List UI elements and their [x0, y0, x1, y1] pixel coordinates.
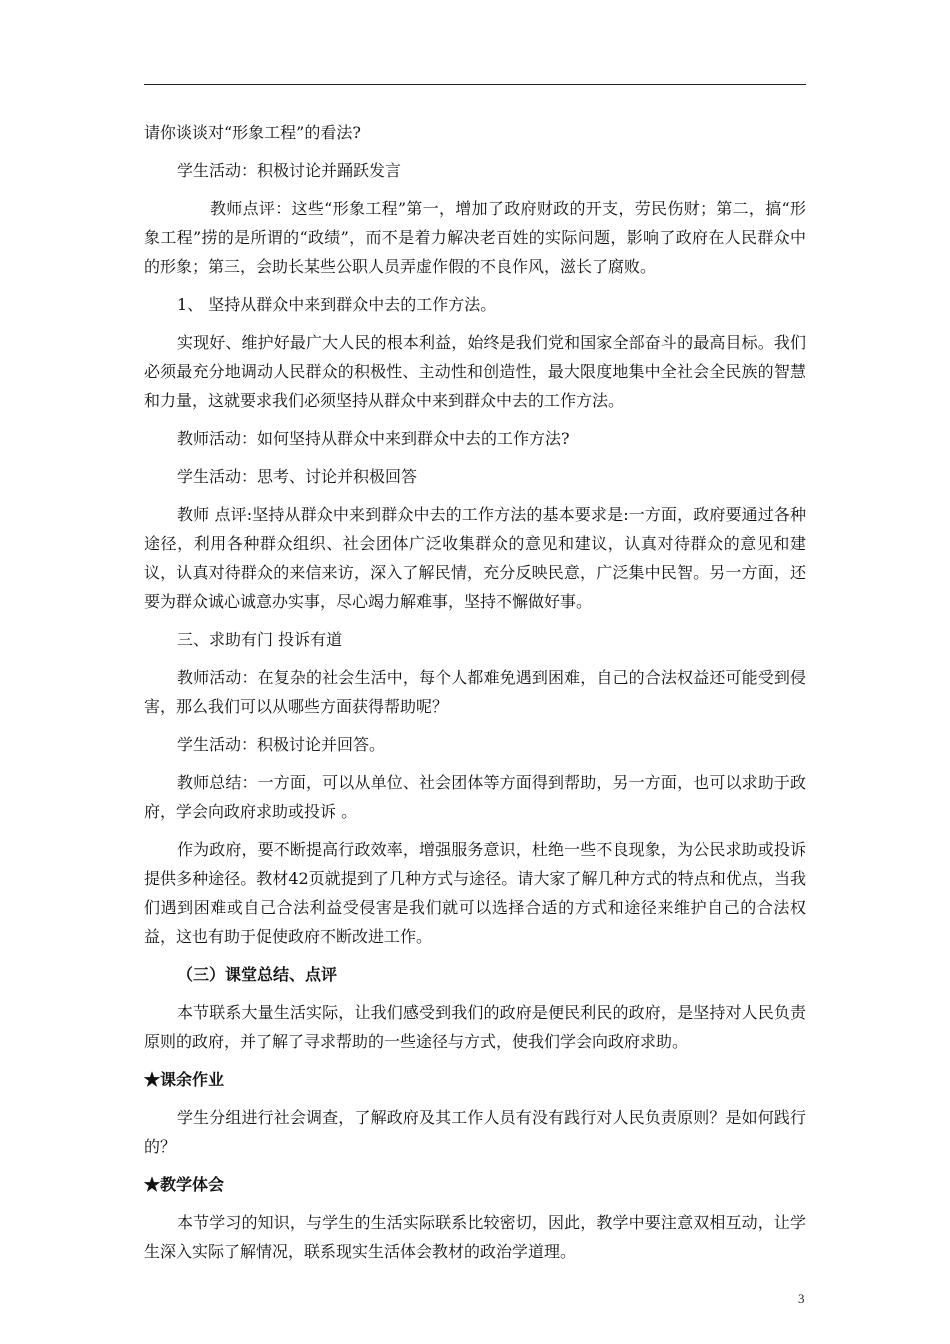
- header-rule: [144, 84, 806, 85]
- homework-paragraph: 学生分组进行社会调查，了解政府及其工作人员有没有践行对人民负责原则？是如何践行的？: [144, 1108, 806, 1156]
- teacher-comment-1: 教师点评：这些“形象工程”第一，增加了政府财政的开支，劳民伤财；第二，搞“形象工程”捞的是所谓的“政绩”，而不是着力解决老百姓的实际问题，影响了政府在人民群众中的形象；第三，会助长某些公职人员弄虚作假的不良作风，滋长了腐败。: [144, 199, 806, 276]
- student-activity-3: 学生活动：积极讨论并回答。: [177, 735, 386, 754]
- student-activity-2: 学生活动：思考、讨论并积极回答: [177, 467, 418, 486]
- student-activity-1: 学生活动：积极讨论并踊跃发言: [177, 161, 402, 180]
- body-paragraph-2: 作为政府，要不断提高行政效率，增强服务意识，杜绝一些不良现象，为公民求助或投诉提供多种途径。教材42页就提到了几种方式与途径。请大家了解几种方式的特点和优点，当我们遇到困难或自己合法利益受侵害是我们就可以选择合适的方式和途径来维护自己的合法权益，这也有助于促使政府不断改进工作。: [144, 840, 806, 946]
- summary-paragraph: 本节联系大量生活实际，让我们感受到我们的政府是便民利民的政府，是坚持对人民负责原则的政府，并了解了寻求帮助的一些途径与方式，使我们学会向政府求助。: [144, 1003, 806, 1051]
- teacher-comment-2: 教师 点评:坚持从群众中来到群众中去的工作方法的基本要求是:一方面，政府要通过各种途径，利用各种群众组织、社会团体广泛收集群众的意见和建议，认真对待群众的意见和建议，认真对待群众的来信来访，深入了解民情，充分反映民意，广泛集中民智。另一方面，还要为群众诚心诚意办实事，尽心竭力解难事，坚持不懈做好事。: [144, 505, 806, 611]
- section-heading-summary: （三）课堂总结、点评: [177, 965, 338, 984]
- reflection-heading: ★教学体会: [144, 1175, 225, 1194]
- question-paragraph: 请你谈谈对“形象工程”的看法?: [144, 123, 361, 142]
- teacher-summary: 教师总结：一方面，可以从单位、社会团体等方面得到帮助，另一方面，也可以求助于政府，学会向政府求助或投诉 。: [144, 773, 806, 821]
- page-number: 3: [798, 1291, 805, 1306]
- document-body: [144, 118, 806, 1275]
- body-paragraph-1: 实现好、维护好最广大人民的根本利益，始终是我们党和国家全部奋斗的最高目标。我们必须最充分地调动人民群众的积极性、主动性和创造性，最大限度地集中全社会全民族的智慧和力量，这就要求我们必须坚持从群众中来到群众中去的工作方法。: [144, 333, 806, 410]
- teacher-activity-2: 教师活动：在复杂的社会生活中，每个人都难免遇到困难，自己的合法权益还可能受到侵害，那么我们可以从哪些方面获得帮助呢？: [144, 668, 806, 716]
- section-heading-1: 1、 坚持从群众中来到群众中去的工作方法。: [177, 295, 497, 314]
- reflection-paragraph: 本节学习的知识，与学生的生活实际联系比较密切，因此，教学中要注意双相互动，让学生深入实际了解情况，联系现实生活体会教材的政治学道理。: [144, 1213, 806, 1261]
- teacher-activity-1: 教师活动：如何坚持从群众中来到群众中去的工作方法?: [177, 429, 570, 448]
- section-heading-2: 三、求助有门 投诉有道: [177, 630, 343, 649]
- homework-heading: ★课余作业: [144, 1070, 225, 1089]
